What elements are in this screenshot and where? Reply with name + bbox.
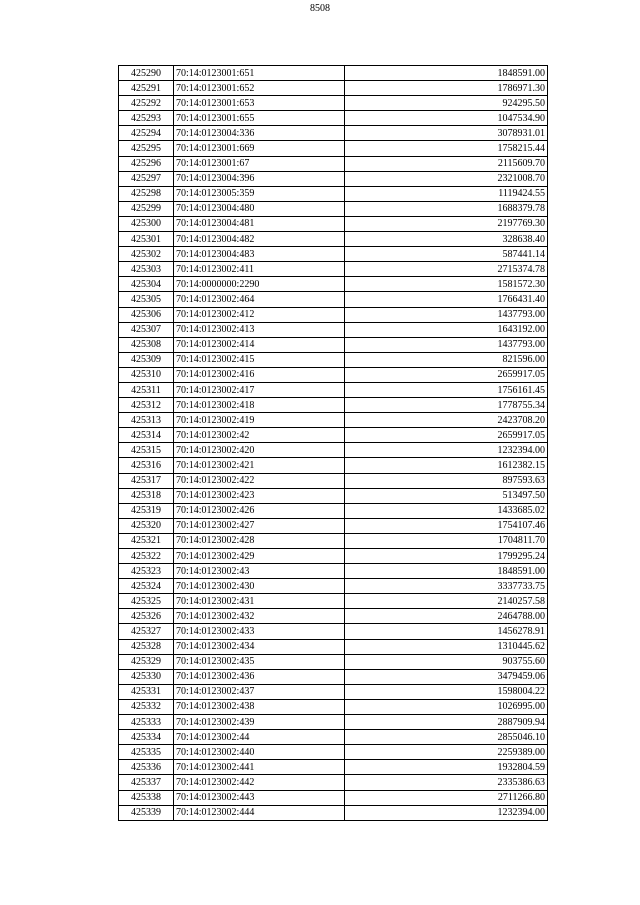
row-number-cell: 425310 (119, 367, 174, 382)
cadastral-number-cell: 70:14:0123005:359 (174, 186, 345, 201)
row-number-cell: 425295 (119, 141, 174, 156)
row-number-cell: 425316 (119, 458, 174, 473)
cadastral-value-cell: 2259389.00 (345, 745, 548, 760)
cadastral-number-cell: 70:14:0123002:44 (174, 730, 345, 745)
page-number: 8508 (310, 3, 330, 14)
row-number-cell: 425309 (119, 352, 174, 367)
cadastral-value-cell: 1612382.15 (345, 458, 548, 473)
cadastral-value-cell: 1598004.22 (345, 684, 548, 699)
table-row (119, 518, 548, 533)
cadastral-value-cell: 2659917.05 (345, 367, 548, 382)
table-row (119, 760, 548, 775)
cadastral-value-cell: 1704811.70 (345, 533, 548, 548)
table-row (119, 428, 548, 443)
cadastral-value-cell: 2115609.70 (345, 156, 548, 171)
cadastral-value-cell: 2887909.94 (345, 715, 548, 730)
row-number-cell: 425337 (119, 775, 174, 790)
row-number-cell: 425300 (119, 216, 174, 231)
cadastral-number-cell: 70:14:0123002:43 (174, 564, 345, 579)
cadastral-value-cell: 1643192.00 (345, 322, 548, 337)
cadastral-number-cell: 70:14:0123002:427 (174, 518, 345, 533)
row-number-cell: 425336 (119, 760, 174, 775)
cadastral-number-cell: 70:14:0123002:423 (174, 488, 345, 503)
cadastral-number-cell: 70:14:0123002:438 (174, 699, 345, 714)
row-number-cell: 425293 (119, 111, 174, 126)
cadastral-number-cell: 70:14:0123002:42 (174, 428, 345, 443)
table-row (119, 382, 548, 397)
table-row (119, 654, 548, 669)
cadastral-value-cell: 2140257.58 (345, 594, 548, 609)
table-row (119, 669, 548, 684)
cadastral-number-cell: 70:14:0123002:441 (174, 760, 345, 775)
row-number-cell: 425292 (119, 96, 174, 111)
cadastral-number-cell: 70:14:0123002:439 (174, 715, 345, 730)
row-number-cell: 425306 (119, 307, 174, 322)
cadastral-value-cell: 2711266.80 (345, 790, 548, 805)
cadastral-value-cell: 2715374.78 (345, 262, 548, 277)
row-number-cell: 425338 (119, 790, 174, 805)
row-number-cell: 425321 (119, 533, 174, 548)
row-number-cell: 425290 (119, 66, 174, 81)
row-number-cell: 425291 (119, 81, 174, 96)
table-row (119, 775, 548, 790)
cadastral-value-cell: 1581572.30 (345, 277, 548, 292)
cadastral-value-cell: 924295.50 (345, 96, 548, 111)
cadastral-number-cell: 70:14:0123002:443 (174, 790, 345, 805)
row-number-cell: 425327 (119, 624, 174, 639)
cadastral-number-cell: 70:14:0123002:418 (174, 398, 345, 413)
cadastral-number-cell: 70:14:0123002:415 (174, 352, 345, 367)
cadastral-value-cell: 3337733.75 (345, 579, 548, 594)
row-number-cell: 425322 (119, 549, 174, 564)
cadastral-number-cell: 70:14:0123002:440 (174, 745, 345, 760)
cadastral-value-cell: 1932804.59 (345, 760, 548, 775)
cadastral-number-cell: 70:14:0123002:429 (174, 549, 345, 564)
table-row (119, 141, 548, 156)
cadastral-value-cell: 1047534.90 (345, 111, 548, 126)
row-number-cell: 425305 (119, 292, 174, 307)
cadastral-value-cell: 1848591.00 (345, 564, 548, 579)
cadastral-value-cell: 821596.00 (345, 352, 548, 367)
row-number-cell: 425320 (119, 518, 174, 533)
cadastral-number-cell: 70:14:0123002:442 (174, 775, 345, 790)
row-number-cell: 425335 (119, 745, 174, 760)
cadastral-number-cell: 70:14:0123002:464 (174, 292, 345, 307)
row-number-cell: 425301 (119, 232, 174, 247)
row-number-cell: 425296 (119, 156, 174, 171)
cadastral-number-cell: 70:14:0123002:432 (174, 609, 345, 624)
row-number-cell: 425332 (119, 699, 174, 714)
table-row (119, 503, 548, 518)
table-row (119, 473, 548, 488)
cadastral-value-cell: 2335386.63 (345, 775, 548, 790)
cadastral-number-cell: 70:14:0123002:433 (174, 624, 345, 639)
table-row (119, 262, 548, 277)
table-row (119, 488, 548, 503)
row-number-cell: 425323 (119, 564, 174, 579)
cadastral-number-cell: 70:14:0123001:669 (174, 141, 345, 156)
cadastral-value-cell: 1754107.46 (345, 518, 548, 533)
table-row (119, 292, 548, 307)
cadastral-value-cell: 328638.40 (345, 232, 548, 247)
cadastral-value-cell: 2197769.30 (345, 216, 548, 231)
row-number-cell: 425311 (119, 382, 174, 397)
row-number-cell: 425318 (119, 488, 174, 503)
cadastral-number-cell: 70:14:0123002:436 (174, 669, 345, 684)
cadastral-number-cell: 70:14:0123002:422 (174, 473, 345, 488)
table-body (119, 66, 548, 821)
row-number-cell: 425330 (119, 669, 174, 684)
table-row (119, 594, 548, 609)
table-row (119, 247, 548, 262)
cadastral-value-table (118, 65, 548, 821)
cadastral-value-cell: 903755.60 (345, 654, 548, 669)
cadastral-value-cell: 1433685.02 (345, 503, 548, 518)
cadastral-value-cell: 587441.14 (345, 247, 548, 262)
cadastral-number-cell: 70:14:0123004:483 (174, 247, 345, 262)
cadastral-value-cell: 1456278.91 (345, 624, 548, 639)
row-number-cell: 425302 (119, 247, 174, 262)
cadastral-value-cell: 2855046.10 (345, 730, 548, 745)
row-number-cell: 425298 (119, 186, 174, 201)
cadastral-number-cell: 70:14:0123002:430 (174, 579, 345, 594)
cadastral-number-cell: 70:14:0123002:428 (174, 533, 345, 548)
cadastral-number-cell: 70:14:0123004:480 (174, 201, 345, 216)
table-row (119, 458, 548, 473)
cadastral-value-cell: 1778755.34 (345, 398, 548, 413)
row-number-cell: 425333 (119, 715, 174, 730)
cadastral-value-cell: 1437793.00 (345, 307, 548, 322)
cadastral-value-cell: 1026995.00 (345, 699, 548, 714)
cadastral-number-cell: 70:14:0123002:413 (174, 322, 345, 337)
cadastral-value-cell: 1848591.00 (345, 66, 548, 81)
table-row (119, 745, 548, 760)
cadastral-number-cell: 70:14:0123002:434 (174, 639, 345, 654)
table-row (119, 352, 548, 367)
cadastral-number-cell: 70:14:0123004:336 (174, 126, 345, 141)
table-row (119, 805, 548, 820)
row-number-cell: 425299 (119, 201, 174, 216)
cadastral-value-cell: 1799295.24 (345, 549, 548, 564)
row-number-cell: 425326 (119, 609, 174, 624)
cadastral-number-cell: 70:14:0123002:437 (174, 684, 345, 699)
cadastral-number-cell: 70:14:0123001:655 (174, 111, 345, 126)
row-number-cell: 425312 (119, 398, 174, 413)
table-row (119, 413, 548, 428)
table-row (119, 609, 548, 624)
cadastral-number-cell: 70:14:0123002:420 (174, 443, 345, 458)
cadastral-number-cell: 70:14:0123001:67 (174, 156, 345, 171)
table-row (119, 639, 548, 654)
cadastral-value-cell: 2423708.20 (345, 413, 548, 428)
table-row (119, 96, 548, 111)
cadastral-value-cell: 2659917.05 (345, 428, 548, 443)
table-row (119, 126, 548, 141)
cadastral-value-cell: 1119424.55 (345, 186, 548, 201)
table-row (119, 171, 548, 186)
table-row (119, 337, 548, 352)
row-number-cell: 425329 (119, 654, 174, 669)
table-row (119, 443, 548, 458)
cadastral-value-cell: 1310445.62 (345, 639, 548, 654)
table-row (119, 322, 548, 337)
row-number-cell: 425307 (119, 322, 174, 337)
table-row (119, 111, 548, 126)
row-number-cell: 425331 (119, 684, 174, 699)
table-row (119, 699, 548, 714)
table-row (119, 549, 548, 564)
row-number-cell: 425297 (119, 171, 174, 186)
cadastral-value-cell: 897593.63 (345, 473, 548, 488)
cadastral-number-cell: 70:14:0123002:431 (174, 594, 345, 609)
row-number-cell: 425339 (119, 805, 174, 820)
row-number-cell: 425324 (119, 579, 174, 594)
cadastral-number-cell: 70:14:0000000:2290 (174, 277, 345, 292)
cadastral-number-cell: 70:14:0123001:653 (174, 96, 345, 111)
table-row (119, 715, 548, 730)
table-row (119, 216, 548, 231)
table-row (119, 201, 548, 216)
row-number-cell: 425314 (119, 428, 174, 443)
row-number-cell: 425303 (119, 262, 174, 277)
table-row (119, 232, 548, 247)
cadastral-number-cell: 70:14:0123002:435 (174, 654, 345, 669)
cadastral-number-cell: 70:14:0123002:416 (174, 367, 345, 382)
row-number-cell: 425308 (119, 337, 174, 352)
row-number-cell: 425315 (119, 443, 174, 458)
table-row (119, 730, 548, 745)
cadastral-number-cell: 70:14:0123002:412 (174, 307, 345, 322)
cadastral-value-cell: 2321008.70 (345, 171, 548, 186)
row-number-cell: 425334 (119, 730, 174, 745)
row-number-cell: 425319 (119, 503, 174, 518)
table-row (119, 367, 548, 382)
cadastral-value-cell: 3479459.06 (345, 669, 548, 684)
row-number-cell: 425294 (119, 126, 174, 141)
table-row (119, 790, 548, 805)
cadastral-number-cell: 70:14:0123001:652 (174, 81, 345, 96)
table-row (119, 533, 548, 548)
cadastral-number-cell: 70:14:0123004:396 (174, 171, 345, 186)
cadastral-number-cell: 70:14:0123002:419 (174, 413, 345, 428)
cadastral-number-cell: 70:14:0123004:482 (174, 232, 345, 247)
cadastral-value-cell: 1437793.00 (345, 337, 548, 352)
table-row (119, 307, 548, 322)
row-number-cell: 425304 (119, 277, 174, 292)
table-row (119, 156, 548, 171)
table-row (119, 277, 548, 292)
table-row (119, 186, 548, 201)
cadastral-value-cell: 1232394.00 (345, 805, 548, 820)
row-number-cell: 425325 (119, 594, 174, 609)
table-row (119, 81, 548, 96)
cadastral-value-cell: 1756161.45 (345, 382, 548, 397)
cadastral-number-cell: 70:14:0123002:414 (174, 337, 345, 352)
cadastral-value-cell: 3078931.01 (345, 126, 548, 141)
row-number-cell: 425313 (119, 413, 174, 428)
table-row (119, 579, 548, 594)
cadastral-number-cell: 70:14:0123002:411 (174, 262, 345, 277)
cadastral-number-cell: 70:14:0123002:421 (174, 458, 345, 473)
row-number-cell: 425317 (119, 473, 174, 488)
table-row (119, 624, 548, 639)
cadastral-number-cell: 70:14:0123002:426 (174, 503, 345, 518)
cadastral-number-cell: 70:14:0123001:651 (174, 66, 345, 81)
row-number-cell: 425328 (119, 639, 174, 654)
cadastral-value-cell: 1688379.78 (345, 201, 548, 216)
cadastral-number-cell: 70:14:0123004:481 (174, 216, 345, 231)
cadastral-value-cell: 2464788.00 (345, 609, 548, 624)
cadastral-value-cell: 513497.50 (345, 488, 548, 503)
cadastral-value-cell: 1232394.00 (345, 443, 548, 458)
table-row (119, 684, 548, 699)
cadastral-value-cell: 1766431.40 (345, 292, 548, 307)
table-row (119, 66, 548, 81)
table-row (119, 564, 548, 579)
cadastral-number-cell: 70:14:0123002:417 (174, 382, 345, 397)
cadastral-number-cell: 70:14:0123002:444 (174, 805, 345, 820)
cadastral-value-cell: 1786971.30 (345, 81, 548, 96)
cadastral-value-cell: 1758215.44 (345, 141, 548, 156)
table-row (119, 398, 548, 413)
